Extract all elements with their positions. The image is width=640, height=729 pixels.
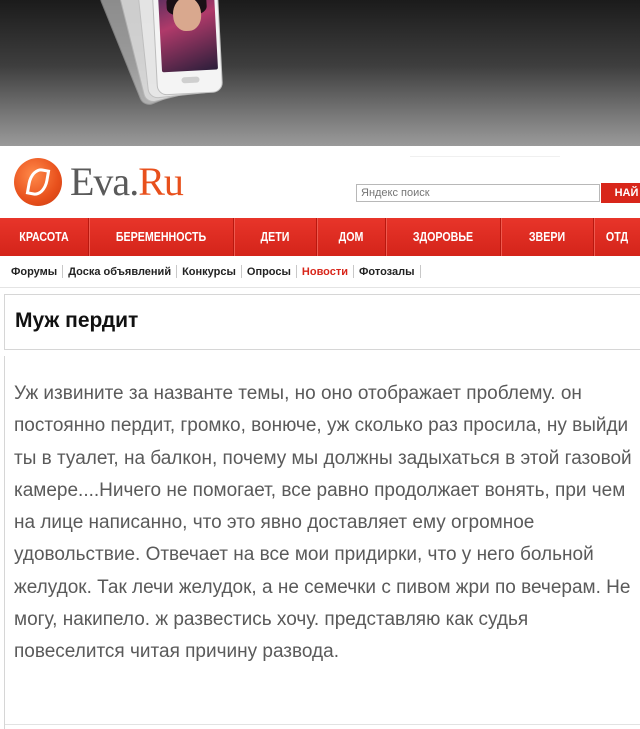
sub-nav xyxy=(0,256,640,288)
nav-item-pets[interactable]: ЗВЕРИ xyxy=(528,229,566,244)
nav-item-pregnancy[interactable]: БЕРЕМЕННОСТЬ xyxy=(115,229,207,244)
post-body: Уж извините за названте темы, но оно отображает проблему. он постоянно пердит, громко, вонюче, уж сколько раз просила, ну выйди ты в туалет, на балкон, почему мы должны задыхаться в этой газовой камере....Ничего не помогает, все равно продолжает вонять, при чем на лице написанно, что это явно доставляет ему огромное удовольствие. Отвечает на все мои придирки, что у него больной желудок. Так лечи желудок, а не семечки с пивом жри по вечерам. Не могу, накипело. ж развестись хочу. представляю как судья повеселится читая причину развода. xyxy=(14,383,632,663)
subnav-forums[interactable]: Форумы xyxy=(11,265,58,278)
subnav-news[interactable]: Новости xyxy=(301,265,349,278)
forum-post xyxy=(4,356,640,729)
top-banner-ad[interactable] xyxy=(0,0,640,146)
nav-item-rest[interactable]: ОТД xyxy=(605,229,629,244)
search-input[interactable] xyxy=(356,184,600,202)
header-divider xyxy=(410,156,560,170)
search-button[interactable]: НАЙ xyxy=(601,183,640,203)
nav-item-health[interactable]: ЗДОРОВЬЕ xyxy=(412,229,474,244)
nav-item-kids[interactable]: ДЕТИ xyxy=(260,229,290,244)
post-divider xyxy=(5,724,640,725)
site-header xyxy=(0,146,640,218)
logo-text: Eva.Ru xyxy=(70,159,183,204)
subnav-photos[interactable]: Фотозалы xyxy=(359,265,415,278)
subnav-contests[interactable]: Конкурсы xyxy=(182,265,236,278)
topic-header xyxy=(4,294,640,350)
phone-image xyxy=(108,0,238,120)
site-logo[interactable] xyxy=(14,158,183,206)
subnav-polls[interactable]: Опросы xyxy=(246,265,291,278)
main-nav xyxy=(0,218,640,256)
topic-title: Муж пердит xyxy=(15,309,139,332)
nav-item-beauty[interactable]: КРАСОТА xyxy=(19,229,69,244)
logo-leaf-icon xyxy=(14,158,62,206)
subnav-classifieds[interactable]: Доска объявлений xyxy=(68,265,172,278)
nav-item-home[interactable]: ДОМ xyxy=(338,229,364,244)
